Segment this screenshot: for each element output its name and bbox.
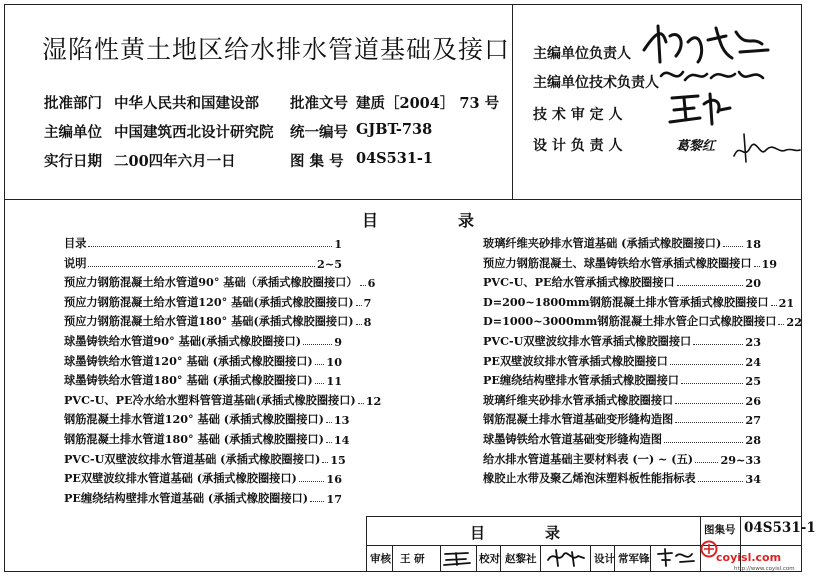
- review-signature: [442, 548, 474, 568]
- toc-entry: [64, 274, 376, 291]
- toc-entry: [483, 333, 761, 349]
- toc-leader-dots: [299, 481, 325, 482]
- toc-entry: [64, 411, 350, 428]
- toc-entry: [483, 255, 778, 271]
- design-lead-name: 葛黎红: [676, 139, 716, 154]
- toc-entry-title: PE双壁波纹排水管承插式橡胶圈接口: [483, 353, 668, 368]
- toc-entry-title: D=200~1800mm钢筋混凝土排水管承插式橡胶圈接口: [483, 294, 769, 309]
- title-block-atlas-label: 图集号: [704, 524, 736, 536]
- title-block-atlas-no: 04S531-1: [744, 520, 816, 536]
- toc-leader-dots: [88, 246, 332, 247]
- toc-entry-page: 2~5: [317, 256, 342, 271]
- review-label: 审核: [370, 553, 391, 565]
- title-block-cell-divider: [540, 545, 541, 572]
- toc-leader-dots: [358, 403, 364, 404]
- toc-entry-title: 玻璃纤维夹砂排水管承插式橡胶圈接口: [483, 392, 674, 407]
- toc-entry-page: 26: [745, 393, 761, 408]
- toc-leader-dots: [754, 266, 760, 267]
- atlas-no-label: 图 集 号: [290, 153, 344, 170]
- proof-name: 赵黎社: [505, 553, 537, 565]
- toc-entry-title: 钢筋混凝土排水管道基础变形缝构造图: [483, 412, 674, 427]
- chief-unit-head-label: 主编单位负责人: [533, 46, 631, 62]
- toc-entry: [483, 274, 761, 290]
- toc-entry-title: PVC-U双壁波纹排水管承插式橡胶圈接口: [483, 334, 692, 348]
- toc-heading: 目 录: [362, 211, 475, 230]
- toc-entry-page: 6: [367, 276, 376, 291]
- title-block-cell-divider: [440, 545, 441, 572]
- toc-entry-page: 21: [778, 295, 795, 310]
- title-block-cell-divider: [590, 545, 591, 572]
- toc-entry-title: 球墨铸铁给水管道120° 基础 (承插式橡胶圈接口): [64, 353, 313, 368]
- toc-entry: [483, 392, 761, 408]
- toc-leader-dots: [677, 285, 744, 286]
- header-divider: [512, 4, 513, 200]
- title-block-cell-divider: [392, 545, 393, 572]
- toc-entry-page: 34: [745, 472, 761, 487]
- proof-label: 校对: [479, 553, 500, 565]
- toc-leader-dots: [326, 422, 332, 423]
- toc-entry: [64, 255, 342, 271]
- toc-entry-page: 10: [326, 354, 342, 369]
- toc-entry-page: 12: [365, 393, 382, 408]
- toc-entry: [64, 431, 350, 447]
- effective-date: 二00四年六月一日: [114, 153, 236, 170]
- toc-entry-title: PVC-U、PE给水管承插式橡胶圈接口: [483, 275, 675, 290]
- toc-entry-page: 25: [745, 374, 761, 389]
- title-block-cell-divider: [500, 545, 501, 572]
- toc-entry-title: 球墨铸铁给水管道180° 基础 (承插式橡胶圈接口): [64, 373, 313, 388]
- toc-entry-page: 13: [333, 413, 350, 428]
- chief-unit-tech-head-label: 主编单位技术负责人: [533, 75, 659, 91]
- toc-entry-page: 22: [786, 315, 802, 330]
- watermark-url[interactable]: http://www.coyisl.com: [734, 566, 795, 572]
- toc-leader-dots: [303, 344, 332, 345]
- toc-entry-page: 7: [363, 295, 372, 310]
- toc-entry-page: 1: [334, 237, 342, 251]
- design-signature: [654, 546, 698, 568]
- toc-entry-title: D=1000~3000mm钢筋混凝土排水管企口式橡胶圈接口: [483, 314, 777, 329]
- toc-leader-dots: [681, 383, 743, 384]
- toc-leader-dots: [356, 305, 362, 306]
- toc-entry-title: PE双壁波纹排水管道基础 (承插式橡胶圈接口): [64, 471, 297, 486]
- unified-no: GJBT-738: [356, 121, 433, 138]
- design-lead-signature: [730, 128, 804, 164]
- toc-entry-page: 20: [745, 276, 761, 291]
- toc-entry: [64, 372, 342, 388]
- approval-doc: 建质［2004］ 73 号: [356, 95, 500, 112]
- toc-leader-dots: [675, 403, 743, 404]
- toc-entry: [64, 392, 382, 408]
- toc-leader-dots: [88, 266, 315, 267]
- review-name: 王 研: [400, 553, 425, 565]
- design-label: 设计: [594, 553, 615, 565]
- toc-entry-page: 9: [334, 335, 342, 349]
- toc-leader-dots: [326, 442, 332, 443]
- toc-leader-dots: [723, 246, 743, 247]
- toc-entry: [64, 294, 372, 310]
- toc-leader-dots: [695, 462, 718, 463]
- toc-entry-page: 11: [326, 374, 342, 389]
- toc-entry: [483, 431, 761, 447]
- editor-unit: 中国建筑西北设计研究院: [114, 124, 274, 141]
- toc-entry-page: 28: [745, 433, 761, 447]
- toc-entry-title: PE缠绕结构壁排水管道基础 (承插式橡胶圈接口): [64, 490, 308, 505]
- toc-entry-page: 8: [363, 315, 372, 330]
- toc-entry-page: 27: [745, 413, 761, 428]
- toc-leader-dots: [693, 344, 743, 345]
- toc-entry: [64, 333, 342, 349]
- toc-leader-dots: [356, 324, 362, 325]
- toc-entry-page: 17: [326, 491, 342, 506]
- toc-leader-dots: [360, 285, 366, 286]
- toc-entry-page: 18: [745, 237, 761, 251]
- toc-entry-title: PE缠绕结构壁排水管承插式橡胶圈接口: [483, 373, 679, 388]
- toc-leader-dots: [698, 481, 744, 482]
- toc-entry: [64, 451, 346, 467]
- toc-entry: [483, 451, 761, 467]
- effective-date-label: 实行日期: [44, 153, 102, 170]
- toc-entry: [483, 313, 802, 330]
- toc-entry-title: 预应力钢筋混凝土给水管道120° 基础(承插式橡胶圈接口): [64, 294, 354, 309]
- editor-unit-label: 主编单位: [44, 124, 102, 141]
- chief-unit-tech-head-signature: [655, 62, 775, 88]
- toc-entry-page: 23: [745, 335, 761, 349]
- title-block-cell-divider: [650, 545, 651, 572]
- toc-entry-page: 19: [761, 256, 778, 271]
- title-block-cell-divider: [476, 545, 477, 572]
- toc-entry-title: 说明: [64, 255, 87, 270]
- toc-leader-dots: [778, 324, 784, 325]
- technical-approver-signature: [664, 88, 734, 128]
- toc-leader-dots: [315, 383, 325, 384]
- atlas-title: 湿陷性黄土地区给水排水管道基础及接口: [42, 35, 511, 64]
- toc-entry: [483, 470, 761, 486]
- toc-leader-dots: [670, 364, 744, 365]
- title-block-title: 目 录: [470, 524, 561, 542]
- toc-leader-dots: [771, 305, 777, 306]
- toc-leader-dots: [315, 364, 325, 365]
- toc-entry-title: 预应力钢筋混凝土给水管道180° 基础(承插式橡胶圈接口): [64, 314, 354, 329]
- toc-entry: [483, 294, 795, 310]
- toc-leader-dots: [675, 422, 743, 423]
- toc-entry-title: 目录: [64, 236, 87, 250]
- toc-entry-page: 16: [326, 472, 342, 487]
- toc-leader-dots: [310, 501, 324, 502]
- technical-approver-label: 技 术 审 定 人: [533, 107, 623, 123]
- toc-entry: [483, 411, 761, 427]
- toc-entry-title: 钢筋混凝土排水管道120° 基础 (承插式橡胶圈接口): [64, 412, 324, 427]
- toc-leader-dots: [322, 462, 328, 463]
- toc-entry-title: 球墨铸铁给水管道90° 基础(承插式橡胶圈接口): [64, 334, 302, 348]
- approval-dept-label: 批准部门: [44, 95, 102, 112]
- toc-entry: [64, 490, 342, 506]
- toc-entry-title: PVC-U、PE冷水给水塑料管管道基础(承插式橡胶圈接口): [64, 392, 356, 407]
- toc-entry-page: 24: [745, 354, 761, 369]
- design-lead-label: 设 计 负 责 人: [533, 138, 623, 154]
- toc-entry-title: 钢筋混凝土排水管道180° 基础 (承插式橡胶圈接口): [64, 432, 324, 446]
- atlas-no: 04S531-1: [356, 150, 434, 167]
- approval-doc-label: 批准文号: [290, 95, 348, 112]
- toc-entry: [64, 235, 342, 251]
- toc-entry: [483, 353, 761, 369]
- approval-dept: 中华人民共和国建设部: [114, 95, 259, 112]
- toc-entry-title: 预应力钢筋混凝土给水管道90° 基础（承插式橡胶圈接口）: [64, 275, 358, 290]
- watermark-text[interactable]: coyisl.com: [716, 551, 782, 564]
- toc-entry-title: 预应力钢筋混凝土、球墨铸铁给水管承插式橡胶圈接口: [483, 255, 752, 270]
- toc-entry-page: 14: [333, 433, 350, 447]
- toc-entry: [64, 470, 342, 486]
- proof-signature: [544, 546, 588, 568]
- toc-leader-dots: [664, 442, 743, 443]
- toc-entry: [483, 372, 761, 388]
- toc-entry-title: 橡胶止水带及聚乙烯泡沫塑料板性能指标表: [483, 471, 696, 486]
- toc-entry: [64, 353, 342, 369]
- toc-entry: [483, 235, 761, 251]
- toc-entry-title: 玻璃纤维夹砂排水管道基础 (承插式橡胶圈接口): [483, 236, 722, 250]
- toc-entry-page: 15: [330, 452, 346, 467]
- toc-entry-title: PVC-U双壁波纹排水管道基础 (承插式橡胶圈接口): [64, 451, 321, 466]
- toc-entry-page: 29~33: [720, 452, 761, 467]
- toc-entry-title: 给水排水管道基础主要材料表 (一) ~ (五): [483, 451, 694, 466]
- toc-entry: [64, 313, 372, 330]
- unified-no-label: 统一编号: [290, 124, 348, 141]
- design-name: 常军锋: [618, 553, 650, 565]
- toc-entry-title: 球墨铸铁给水管道基础变形缝构造图: [483, 432, 663, 446]
